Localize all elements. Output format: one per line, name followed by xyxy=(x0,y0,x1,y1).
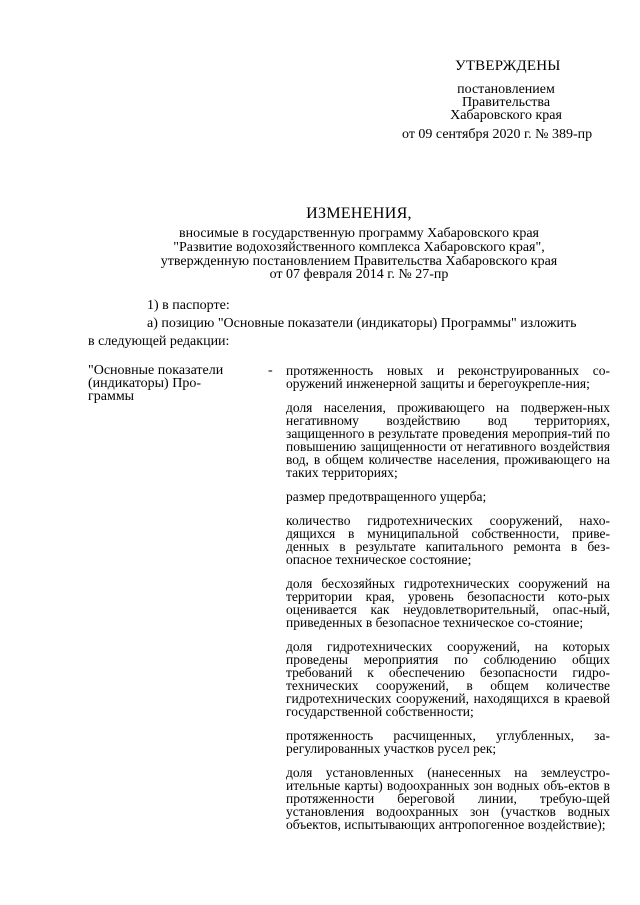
label-line-3: граммы xyxy=(88,389,135,404)
approval-line-1: постановлением xyxy=(457,82,555,97)
label-line-2: (индикаторы) Про- xyxy=(88,376,201,391)
approval-heading: УТВЕРЖДЕНЫ xyxy=(455,58,561,74)
indicator-item: количество гидротехнических сооружений, нахо-дящихся в муниципальной собственности, приве-денных в результате капитального ремонта в без-опасное техническое состояние; xyxy=(286,513,610,567)
document-title: ИЗМЕНЕНИЯ, xyxy=(306,205,412,222)
indicator-item: доля гидротехнических сооружений, на которых проведены мероприятия по соблюдению общих требований к обеспечению безопасности гидро-технических сооружений, в общем количестве гидротехнических сооружений, находящихся в краевой государственной собственности; xyxy=(286,639,610,719)
indicator-item: доля установленных (нанесенных на землеустро-ительные карты) водоохранных зон водных объ-ектов в протяженности береговой линии, требую-щей установления водоохранных зон (участков водных объектов, испытывающих антропогенное воздействие); xyxy=(286,765,610,832)
table-dash: - xyxy=(268,363,273,378)
title-line-1: вносимые в государственную программу Хабаровского края xyxy=(178,226,539,241)
indicator-item: размер предотвращенного ущерба; xyxy=(286,489,487,504)
paragraph-1: 1) в паспорте: xyxy=(147,298,230,313)
title-line-2: "Развитие водохозяйственного комплекса Хабаровского края", xyxy=(173,240,545,255)
title-line-4: от 07 февраля 2014 г. № 27-пр xyxy=(269,267,449,282)
indicator-item: доля бесхозяйных гидротехнических сооружений на территории края, уровень безопасности кото-рых оценивается как неудовлетворительный, опас-ный, приведенных в безопасное техническое со-стояние; xyxy=(286,576,610,630)
title-line-3: утвержденную постановлением Правительства Хабаровского края xyxy=(160,254,558,269)
indicator-list xyxy=(286,364,610,831)
indicator-item: доля населения, проживающего на подвержен-ных негативному воздействию вод территориях, защищенного в результате проведения мероприя-тий по повышению защищенности от негативного воздействия вод, в общем количестве населения, проживающего на таких территориях; xyxy=(286,400,610,480)
approval-line-3: Хабаровского края xyxy=(450,108,562,123)
label-line-1: "Основные показатели xyxy=(88,363,224,378)
indicator-item: протяженность новых и реконструированных со-оружений инженерной защиты и берегоукрепле-ния; xyxy=(286,363,610,391)
table-label-cell xyxy=(88,364,258,403)
paragraph-2-line-1: а) позицию "Основные показатели (индикаторы) Программы" изложить xyxy=(147,316,577,331)
approval-line-2: Правительства xyxy=(461,95,551,110)
approval-date: от 09 сентября 2020 г. № 389-пр xyxy=(402,127,593,142)
indicator-item: протяженность расчищенных, углубленных, за-регулированных участков русел рек; xyxy=(286,728,610,756)
paragraph-2-line-2: в следующей редакции: xyxy=(88,334,230,349)
